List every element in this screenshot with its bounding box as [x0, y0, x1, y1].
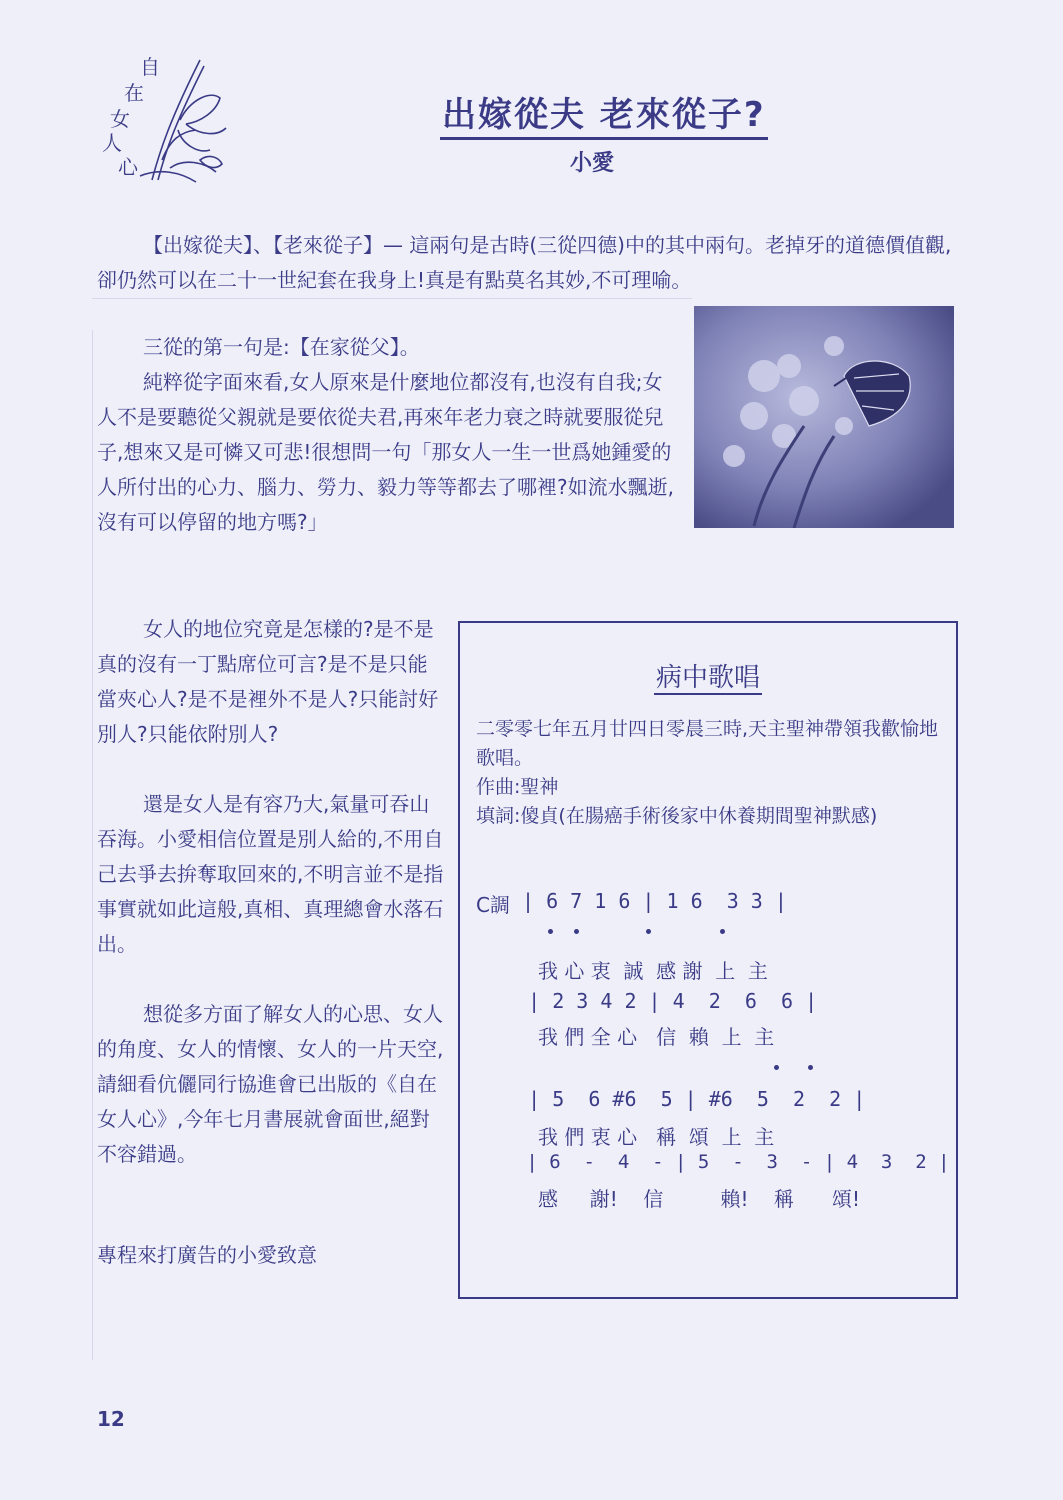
- logo-char-3: 女: [110, 107, 130, 131]
- paragraph: 還是女人是有容乃大,氣量可吞山吞海。小愛相信位置是別人給的,不用自己去爭去拚奪取回來的,不明言並不是指事實就如此這般,真相、真理總會水落石出。: [97, 792, 444, 956]
- logo-char-5: 心: [118, 155, 138, 179]
- lyrics-line-1: 我 心 衷 誠 感 謝 上 主: [538, 959, 768, 983]
- notation-line-3: | 5 6 #6 5 | #6 5 2 2 |: [492, 1087, 866, 1111]
- article-author: 小愛: [570, 151, 615, 176]
- page-number: 12: [97, 1407, 125, 1431]
- lily-icon: [100, 40, 250, 190]
- paragraph: 想從多方面了解女人的心思、女人的角度、女人的情懷、女人的一片天空,請細看伉儷同行協進會已出版的《自在女人心》,今年七月書展就會面世,絕對不容錯過。: [97, 1002, 444, 1166]
- lyrics-line-4: 感 謝! 信 賴! 稱 頌!: [538, 1187, 861, 1211]
- lyrics-line-3: 我 們 衷 心 稱 頌 上 主: [538, 1125, 775, 1149]
- song-composer: 作曲:聖神: [476, 776, 559, 798]
- low-dot: [574, 929, 579, 934]
- song-key: C調: [476, 893, 510, 917]
- left-column-upper: [97, 330, 677, 540]
- lyrics-line-2: 我 們 全 心 信 賴 上 主: [538, 1025, 775, 1049]
- paragraph: 三從的第一句是:【在家從父】。: [143, 335, 420, 359]
- background-rule: [92, 330, 93, 1360]
- notation-line-1: | 6 7 1 6 | 1 6 3 3 |: [522, 889, 787, 913]
- high-dot: [774, 1065, 779, 1070]
- column-logo: [100, 40, 250, 190]
- song-title: [460, 657, 956, 694]
- song-notation: [476, 889, 950, 1219]
- low-dot: [646, 929, 651, 934]
- logo-char-4: 人: [102, 131, 122, 155]
- song-description: 二零零七年五月廿四日零晨三時,天主聖神帶領我歡愉地歌唱。: [476, 718, 939, 769]
- butterfly-photo: [694, 306, 954, 528]
- logo-char-1: 自: [140, 55, 160, 79]
- notation-line-2: | 2 3 4 2 | 4 2 6 6 |: [492, 989, 818, 1013]
- song-lyricist: 填詞:傻貞(在腸癌手術後家中休養期間聖神默感): [476, 805, 878, 827]
- paragraph: 女人的地位究竟是怎樣的?是不是真的沒有一丁點席位可言?是不是只能當夾心人?是不是裡外不是人?只能討好別人?只能依附別人?: [97, 617, 439, 746]
- low-dot: [548, 929, 553, 934]
- butterfly-flower-image: [694, 306, 954, 528]
- intro-paragraph: 【出嫁從夫】、【老來從子】— 這兩句是古時(三從四德)中的其中兩句。老掉牙的道德價值觀,卻仍然可以在二十一世紀套在我身上!真是有點莫名其妙,不可理喻。: [97, 233, 952, 292]
- song-box: [458, 621, 958, 1299]
- paragraph: 純粹從字面來看,女人原來是什麼地位都沒有,也沒有自我;女人不是要聽從父親就是要依從夫君,再來年老力衰之時就要服從兒子,想來又是可憐又可悲!很想問一句「那女人一生一世爲她鍾愛的人所付出的心力、腦力、勞力、毅力等等都去了哪裡?如流水飄逝,沒有可以停留的地方嗎?」: [97, 370, 674, 534]
- background-rule: [92, 298, 692, 299]
- article-title: 出嫁從夫 老來從子?: [440, 95, 768, 140]
- logo-char-2: 在: [124, 81, 144, 105]
- low-dot: [720, 929, 725, 934]
- high-dot: [808, 1065, 813, 1070]
- song-title-text: 病中歌唱: [655, 663, 760, 693]
- notation-line-4: | 6 - 4 - | 5 - 3 - | 4 3 2 |: [492, 1151, 950, 1173]
- signature: 專程來打廣告的小愛致意: [97, 1243, 317, 1267]
- left-column-lower: [97, 612, 447, 1172]
- song-info: [476, 715, 950, 831]
